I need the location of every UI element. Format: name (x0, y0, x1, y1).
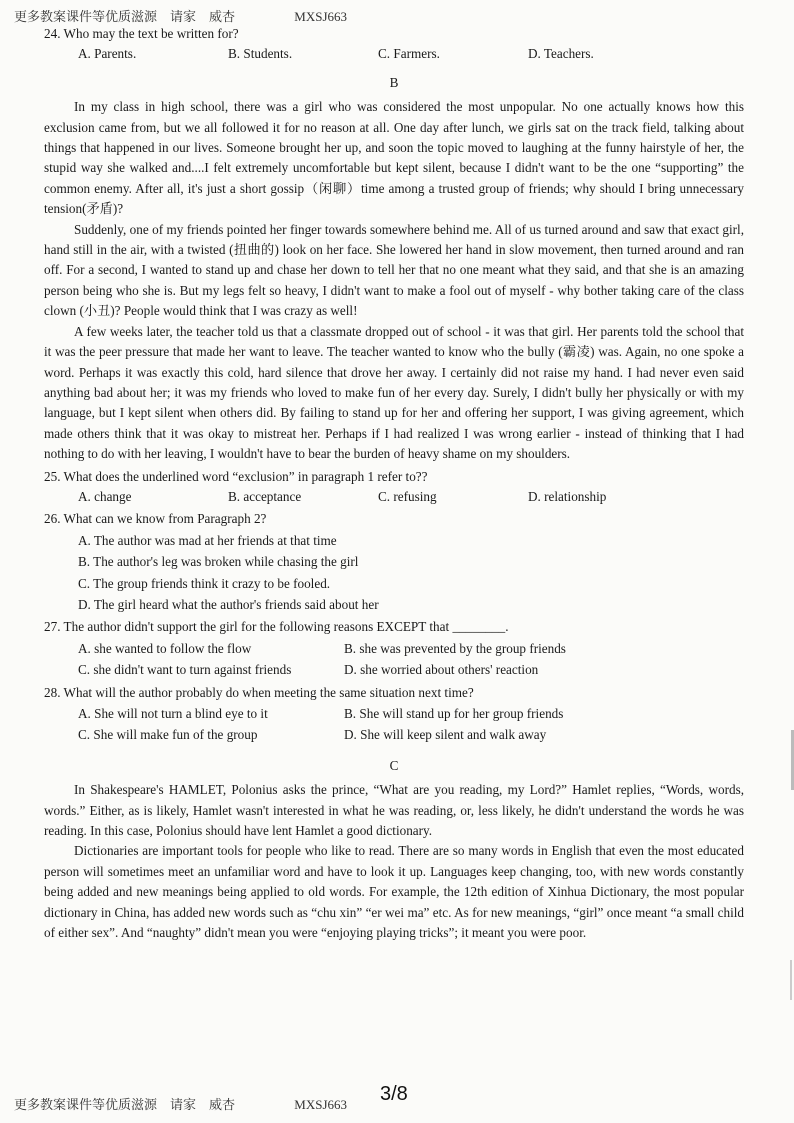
option-d: D. Teachers. (528, 46, 594, 62)
question-27-stem: 27. The author didn't support the girl for the following reasons EXCEPT that ________. (44, 619, 509, 635)
option-b: B. Students. (228, 46, 293, 62)
passage-b-paragraph-1: In my class in high school, there was a girl who was considered the most unpopular. No one actually knows how this exclusion came from, but we all followed it for no reason at all. One day after lunch, we girls sat on the track field, talking about things that happened in our lives. Someone brought her up, and soon the topic moved to laughing at the funny hairstyle of her, the stupid way she walked and....I felt extremely uncomfortable but kept silent, because I didn't want to be the one “supporting” the common enemy. After all, it's just a short gossip（闲聊）time among a trusted group of friends; why should I bring unnecessary tension(矛盾)? (44, 99, 744, 217)
question-27-options-row-1 (44, 639, 744, 659)
question-24-options (44, 44, 744, 64)
question-28-options-row-1 (44, 704, 744, 724)
page-header (14, 6, 347, 25)
page-number: 3/8 (380, 1083, 408, 1105)
option-c: C. The group friends think it crazy to be fooled. (78, 575, 331, 591)
option-c: C. She will make fun of the group (78, 727, 258, 743)
page-footer (14, 1094, 347, 1113)
footer-text: 更多教案课件等优质滋源 请家 威杏 (14, 1097, 236, 1112)
question-28-options-row-2 (44, 725, 744, 745)
option-d: D. she worried about others' reaction (344, 662, 539, 678)
question-25 (44, 467, 744, 508)
option-d: D. She will keep silent and walk away (344, 727, 547, 743)
option-a: A. She will not turn a blind eye to it (78, 706, 268, 721)
passage-b-paragraph-2: Suddenly, one of my friends pointed her finger towards somewhere behind me. All of us turned around and saw that exact girl, hand still in the air, with a twisted (扭曲的) look on her face. She lowered her hand in slow movement, then turned around and ran off. For a second, I wanted to stand up and chase her down to tell her that no one meant what they said, and that she is an amazing person being who she is. But my legs felt so heavy, I didn't want to make a fool out of myself - why bother taking care of the class clown (小丑)? People would think that I was crazy as well! (44, 221, 744, 319)
question-27-options-row-2 (44, 660, 744, 680)
question-26-stem: 26. What can we know from Paragraph 2? (44, 511, 267, 527)
footer-code: MXSJ663 (294, 1097, 348, 1112)
question-25-options (44, 487, 744, 507)
question-26 (44, 509, 744, 615)
scan-edge-mark (790, 960, 792, 1000)
option-c: C. Farmers. (378, 46, 440, 62)
option-d: D. The girl heard what the author's friends said about her (78, 596, 379, 612)
option-b: B. She will stand up for her group friends (344, 706, 564, 721)
passage-c-paragraph-2: Dictionaries are important tools for people who like to read. There are so many words in English that even the most educated person will sometimes meet an unfamiliar word and have to look it up. Languages keep changing, too, with new words constantly being added and new meanings being applied to old words. For example, the 12th edition of Xinhua Dictionary, the most popular dictionary in China, has added new words such as “chu xin” “er wei ma” etc. As for new meanings, “girl” once meant “a small child of either sex”. And “naughty” didn't mean you were “enjoying playing tricks”; it meant you were poor. (44, 843, 744, 941)
option-b: B. acceptance (228, 488, 302, 504)
question-28 (44, 683, 744, 746)
section-c-heading: C (389, 757, 399, 773)
option-b: B. The author's leg was broken while chasing the girl (78, 554, 359, 570)
option-a: A. change (78, 488, 132, 504)
option-b: B. she was prevented by the group friends (344, 640, 566, 656)
section-b-heading: B (389, 74, 399, 90)
question-27 (44, 617, 744, 680)
option-a: A. The author was mad at her friends at that time (78, 532, 337, 548)
passage-b-paragraph-3: A few weeks later, the teacher told us that a classmate dropped out of school - it was that girl. Her parents told the school that it was the peer pressure that made her want to leave. The teacher wanted to know who the bully (霸凌) was. Again, no one spoke a word. Perhaps it was exactly this cold, hard silence that drove her away. I certainly did not raise my hand. I had never even said anything bad about her; it was my friends who loved to make fun of her every day. Surely, I didn't bully her physically or with my language, but I kept silent when others did. By failing to stand up for her and offering her support, I was giving agreement, which made others think that it was okay to mistreat her. Perhaps if I had realized I was wrong earlier - instead of thinking that I had nothing to do with her leaving, I wouldn't have to bear the burden of heavy shame on my shoulders. (44, 323, 744, 462)
option-c: C. refusing (378, 488, 437, 504)
question-28-stem: 28. What will the author probably do when meeting the same situation next time? (44, 684, 474, 700)
option-c: C. she didn't want to turn against friends (78, 662, 292, 678)
header-text: 更多教案课件等优质滋源 请家 威杏 (14, 9, 236, 24)
question-25-stem: 25. What does the underlined word “exclusion” in paragraph 1 refer to?? (44, 468, 428, 484)
option-d: D. relationship (528, 488, 607, 504)
header-code: MXSJ663 (294, 9, 348, 24)
option-a: A. she wanted to follow the flow (78, 640, 252, 656)
passage-c-paragraph-1: In Shakespeare's HAMLET, Polonius asks the prince, “What are you reading, my Lord?” Hamlet replies, “Words, words, words.” Either, as is likely, Hamlet wasn't interested in what he was reading, or, less likely, he didn't understand the words he was reading. In this case, Polonius should have lent Hamlet a good dictionary. (44, 782, 744, 839)
question-24-stem: 24. Who may the text be written for? (44, 26, 239, 41)
exam-content (44, 24, 744, 943)
option-a: A. Parents. (78, 46, 137, 62)
